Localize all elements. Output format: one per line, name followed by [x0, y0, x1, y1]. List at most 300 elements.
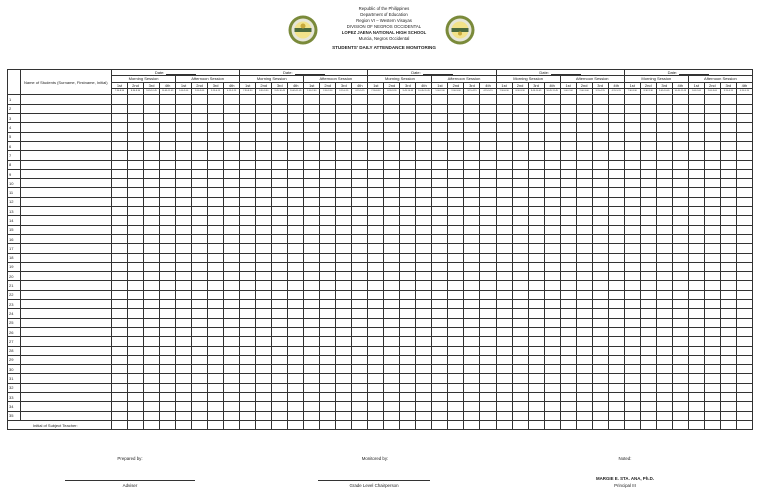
- attendance-cell[interactable]: [624, 141, 640, 150]
- attendance-cell[interactable]: [544, 402, 560, 411]
- attendance-cell[interactable]: [400, 346, 416, 355]
- attendance-cell[interactable]: [336, 141, 352, 150]
- attendance-cell[interactable]: [128, 402, 144, 411]
- attendance-cell[interactable]: [112, 392, 128, 401]
- attendance-cell[interactable]: [640, 132, 656, 141]
- attendance-cell[interactable]: [736, 365, 752, 374]
- attendance-cell[interactable]: [720, 207, 736, 216]
- attendance-cell[interactable]: [656, 346, 672, 355]
- attendance-cell[interactable]: [384, 402, 400, 411]
- student-name-cell[interactable]: [20, 374, 112, 383]
- attendance-cell[interactable]: [688, 281, 704, 290]
- attendance-cell[interactable]: [176, 281, 192, 290]
- attendance-cell[interactable]: [560, 207, 576, 216]
- attendance-cell[interactable]: [656, 188, 672, 197]
- attendance-cell[interactable]: [240, 318, 256, 327]
- attendance-cell[interactable]: [288, 374, 304, 383]
- attendance-cell[interactable]: [304, 309, 320, 318]
- attendance-cell[interactable]: [640, 160, 656, 169]
- attendance-cell[interactable]: [288, 114, 304, 123]
- attendance-cell[interactable]: [256, 411, 272, 420]
- attendance-cell[interactable]: [416, 160, 432, 169]
- attendance-cell[interactable]: [704, 262, 720, 271]
- attendance-cell[interactable]: [608, 123, 624, 132]
- attendance-cell[interactable]: [464, 262, 480, 271]
- attendance-cell[interactable]: [496, 281, 512, 290]
- attendance-cell[interactable]: [688, 272, 704, 281]
- attendance-cell[interactable]: [400, 132, 416, 141]
- attendance-cell[interactable]: [208, 411, 224, 420]
- attendance-cell[interactable]: [144, 179, 160, 188]
- attendance-cell[interactable]: [704, 169, 720, 178]
- attendance-cell[interactable]: [256, 337, 272, 346]
- attendance-cell[interactable]: [352, 151, 368, 160]
- attendance-cell[interactable]: [384, 309, 400, 318]
- attendance-cell[interactable]: [656, 411, 672, 420]
- attendance-cell[interactable]: [448, 272, 464, 281]
- attendance-cell[interactable]: [256, 234, 272, 243]
- attendance-cell[interactable]: [128, 244, 144, 253]
- attendance-cell[interactable]: [720, 346, 736, 355]
- attendance-cell[interactable]: [336, 234, 352, 243]
- attendance-cell[interactable]: [512, 169, 528, 178]
- attendance-cell[interactable]: [592, 95, 608, 104]
- attendance-cell[interactable]: [464, 392, 480, 401]
- attendance-cell[interactable]: [576, 327, 592, 336]
- attendance-cell[interactable]: [208, 300, 224, 309]
- attendance-cell[interactable]: [224, 272, 240, 281]
- attendance-cell[interactable]: [672, 392, 688, 401]
- attendance-cell[interactable]: [368, 365, 384, 374]
- attendance-cell[interactable]: [240, 290, 256, 299]
- attendance-cell[interactable]: [560, 392, 576, 401]
- attendance-cell[interactable]: [720, 225, 736, 234]
- attendance-cell[interactable]: [720, 374, 736, 383]
- attendance-cell[interactable]: [320, 188, 336, 197]
- attendance-cell[interactable]: [560, 346, 576, 355]
- attendance-cell[interactable]: [576, 123, 592, 132]
- attendance-cell[interactable]: [352, 123, 368, 132]
- attendance-cell[interactable]: [384, 290, 400, 299]
- attendance-cell[interactable]: [528, 141, 544, 150]
- attendance-cell[interactable]: [528, 151, 544, 160]
- attendance-cell[interactable]: [176, 327, 192, 336]
- attendance-cell[interactable]: [432, 123, 448, 132]
- teacher-initial-cell[interactable]: [560, 420, 576, 430]
- attendance-cell[interactable]: [528, 95, 544, 104]
- attendance-cell[interactable]: [544, 207, 560, 216]
- attendance-cell[interactable]: [240, 141, 256, 150]
- attendance-cell[interactable]: [528, 262, 544, 271]
- attendance-cell[interactable]: [512, 290, 528, 299]
- attendance-cell[interactable]: [720, 318, 736, 327]
- attendance-cell[interactable]: [160, 327, 176, 336]
- teacher-initial-cell[interactable]: [640, 420, 656, 430]
- attendance-cell[interactable]: [608, 216, 624, 225]
- attendance-cell[interactable]: [272, 244, 288, 253]
- attendance-cell[interactable]: [368, 104, 384, 113]
- attendance-cell[interactable]: [384, 300, 400, 309]
- attendance-cell[interactable]: [544, 365, 560, 374]
- attendance-cell[interactable]: [208, 141, 224, 150]
- attendance-cell[interactable]: [704, 253, 720, 262]
- attendance-cell[interactable]: [624, 188, 640, 197]
- attendance-cell[interactable]: [224, 160, 240, 169]
- attendance-cell[interactable]: [624, 300, 640, 309]
- attendance-cell[interactable]: [208, 272, 224, 281]
- attendance-cell[interactable]: [720, 179, 736, 188]
- attendance-cell[interactable]: [304, 151, 320, 160]
- attendance-cell[interactable]: [112, 104, 128, 113]
- attendance-cell[interactable]: [400, 327, 416, 336]
- attendance-cell[interactable]: [304, 104, 320, 113]
- attendance-cell[interactable]: [368, 179, 384, 188]
- attendance-cell[interactable]: [496, 383, 512, 392]
- attendance-cell[interactable]: [400, 225, 416, 234]
- attendance-cell[interactable]: [272, 179, 288, 188]
- attendance-cell[interactable]: [704, 290, 720, 299]
- attendance-cell[interactable]: [400, 411, 416, 420]
- attendance-cell[interactable]: [352, 244, 368, 253]
- attendance-cell[interactable]: [144, 104, 160, 113]
- attendance-cell[interactable]: [624, 197, 640, 206]
- attendance-cell[interactable]: [704, 244, 720, 253]
- attendance-cell[interactable]: [416, 123, 432, 132]
- attendance-cell[interactable]: [448, 179, 464, 188]
- attendance-cell[interactable]: [496, 411, 512, 420]
- attendance-cell[interactable]: [304, 337, 320, 346]
- attendance-cell[interactable]: [448, 392, 464, 401]
- attendance-cell[interactable]: [512, 374, 528, 383]
- attendance-cell[interactable]: [256, 244, 272, 253]
- attendance-cell[interactable]: [448, 383, 464, 392]
- attendance-cell[interactable]: [160, 207, 176, 216]
- attendance-cell[interactable]: [432, 346, 448, 355]
- attendance-cell[interactable]: [304, 225, 320, 234]
- attendance-cell[interactable]: [704, 327, 720, 336]
- attendance-cell[interactable]: [304, 272, 320, 281]
- attendance-cell[interactable]: [368, 392, 384, 401]
- attendance-cell[interactable]: [592, 244, 608, 253]
- attendance-cell[interactable]: [336, 374, 352, 383]
- attendance-cell[interactable]: [240, 402, 256, 411]
- attendance-cell[interactable]: [320, 346, 336, 355]
- attendance-cell[interactable]: [368, 141, 384, 150]
- attendance-cell[interactable]: [528, 374, 544, 383]
- attendance-cell[interactable]: [160, 179, 176, 188]
- attendance-cell[interactable]: [496, 327, 512, 336]
- attendance-cell[interactable]: [624, 365, 640, 374]
- attendance-cell[interactable]: [544, 169, 560, 178]
- attendance-cell[interactable]: [112, 337, 128, 346]
- attendance-cell[interactable]: [480, 318, 496, 327]
- attendance-cell[interactable]: [144, 225, 160, 234]
- attendance-cell[interactable]: [448, 290, 464, 299]
- attendance-cell[interactable]: [592, 114, 608, 123]
- attendance-cell[interactable]: [256, 207, 272, 216]
- attendance-cell[interactable]: [608, 104, 624, 113]
- attendance-cell[interactable]: [352, 169, 368, 178]
- attendance-cell[interactable]: [144, 309, 160, 318]
- attendance-cell[interactable]: [688, 318, 704, 327]
- attendance-cell[interactable]: [192, 151, 208, 160]
- attendance-cell[interactable]: [592, 374, 608, 383]
- attendance-cell[interactable]: [576, 290, 592, 299]
- attendance-cell[interactable]: [272, 300, 288, 309]
- attendance-cell[interactable]: [400, 272, 416, 281]
- attendance-cell[interactable]: [416, 95, 432, 104]
- attendance-cell[interactable]: [128, 327, 144, 336]
- teacher-initial-cell[interactable]: [656, 420, 672, 430]
- attendance-cell[interactable]: [144, 281, 160, 290]
- attendance-cell[interactable]: [192, 253, 208, 262]
- attendance-cell[interactable]: [576, 392, 592, 401]
- attendance-cell[interactable]: [352, 355, 368, 364]
- attendance-cell[interactable]: [448, 309, 464, 318]
- attendance-cell[interactable]: [304, 355, 320, 364]
- attendance-cell[interactable]: [672, 290, 688, 299]
- attendance-cell[interactable]: [544, 374, 560, 383]
- teacher-initial-cell[interactable]: [400, 420, 416, 430]
- attendance-cell[interactable]: [176, 234, 192, 243]
- teacher-initial-cell[interactable]: [256, 420, 272, 430]
- attendance-cell[interactable]: [272, 216, 288, 225]
- attendance-cell[interactable]: [736, 383, 752, 392]
- attendance-cell[interactable]: [656, 290, 672, 299]
- attendance-cell[interactable]: [384, 411, 400, 420]
- attendance-cell[interactable]: [544, 160, 560, 169]
- attendance-cell[interactable]: [608, 346, 624, 355]
- attendance-cell[interactable]: [192, 272, 208, 281]
- attendance-cell[interactable]: [528, 411, 544, 420]
- attendance-cell[interactable]: [208, 151, 224, 160]
- attendance-cell[interactable]: [352, 262, 368, 271]
- attendance-cell[interactable]: [320, 374, 336, 383]
- attendance-cell[interactable]: [128, 197, 144, 206]
- attendance-cell[interactable]: [688, 290, 704, 299]
- attendance-cell[interactable]: [112, 327, 128, 336]
- attendance-cell[interactable]: [592, 327, 608, 336]
- attendance-cell[interactable]: [432, 197, 448, 206]
- attendance-cell[interactable]: [160, 234, 176, 243]
- attendance-cell[interactable]: [544, 114, 560, 123]
- attendance-cell[interactable]: [224, 132, 240, 141]
- attendance-cell[interactable]: [512, 300, 528, 309]
- attendance-cell[interactable]: [544, 411, 560, 420]
- attendance-cell[interactable]: [288, 104, 304, 113]
- attendance-cell[interactable]: [304, 141, 320, 150]
- attendance-cell[interactable]: [576, 309, 592, 318]
- attendance-cell[interactable]: [448, 141, 464, 150]
- attendance-cell[interactable]: [640, 327, 656, 336]
- attendance-cell[interactable]: [320, 216, 336, 225]
- attendance-cell[interactable]: [672, 262, 688, 271]
- attendance-cell[interactable]: [160, 262, 176, 271]
- attendance-cell[interactable]: [320, 262, 336, 271]
- attendance-cell[interactable]: [688, 253, 704, 262]
- attendance-cell[interactable]: [704, 346, 720, 355]
- attendance-cell[interactable]: [384, 253, 400, 262]
- attendance-cell[interactable]: [416, 272, 432, 281]
- attendance-cell[interactable]: [736, 132, 752, 141]
- attendance-cell[interactable]: [176, 365, 192, 374]
- attendance-cell[interactable]: [560, 179, 576, 188]
- attendance-cell[interactable]: [304, 188, 320, 197]
- attendance-cell[interactable]: [320, 244, 336, 253]
- attendance-cell[interactable]: [560, 123, 576, 132]
- attendance-cell[interactable]: [528, 365, 544, 374]
- attendance-cell[interactable]: [208, 309, 224, 318]
- attendance-cell[interactable]: [400, 337, 416, 346]
- attendance-cell[interactable]: [128, 234, 144, 243]
- attendance-cell[interactable]: [608, 95, 624, 104]
- attendance-cell[interactable]: [656, 272, 672, 281]
- attendance-cell[interactable]: [176, 272, 192, 281]
- attendance-cell[interactable]: [192, 411, 208, 420]
- attendance-cell[interactable]: [368, 300, 384, 309]
- attendance-cell[interactable]: [576, 197, 592, 206]
- attendance-cell[interactable]: [112, 197, 128, 206]
- attendance-cell[interactable]: [464, 272, 480, 281]
- attendance-cell[interactable]: [128, 337, 144, 346]
- attendance-cell[interactable]: [560, 327, 576, 336]
- attendance-cell[interactable]: [176, 216, 192, 225]
- attendance-cell[interactable]: [528, 169, 544, 178]
- attendance-cell[interactable]: [192, 141, 208, 150]
- attendance-cell[interactable]: [224, 253, 240, 262]
- attendance-cell[interactable]: [704, 207, 720, 216]
- attendance-cell[interactable]: [544, 225, 560, 234]
- attendance-cell[interactable]: [112, 365, 128, 374]
- attendance-cell[interactable]: [272, 365, 288, 374]
- attendance-cell[interactable]: [480, 216, 496, 225]
- attendance-cell[interactable]: [352, 132, 368, 141]
- student-name-cell[interactable]: [20, 216, 112, 225]
- attendance-cell[interactable]: [592, 281, 608, 290]
- attendance-cell[interactable]: [400, 114, 416, 123]
- attendance-cell[interactable]: [560, 383, 576, 392]
- attendance-cell[interactable]: [384, 216, 400, 225]
- attendance-cell[interactable]: [528, 160, 544, 169]
- attendance-cell[interactable]: [432, 234, 448, 243]
- attendance-cell[interactable]: [192, 392, 208, 401]
- attendance-cell[interactable]: [512, 151, 528, 160]
- attendance-cell[interactable]: [448, 132, 464, 141]
- attendance-cell[interactable]: [624, 337, 640, 346]
- attendance-cell[interactable]: [368, 244, 384, 253]
- attendance-cell[interactable]: [256, 346, 272, 355]
- teacher-initial-cell[interactable]: [720, 420, 736, 430]
- attendance-cell[interactable]: [592, 160, 608, 169]
- attendance-cell[interactable]: [704, 95, 720, 104]
- attendance-cell[interactable]: [608, 234, 624, 243]
- attendance-cell[interactable]: [464, 132, 480, 141]
- attendance-cell[interactable]: [704, 114, 720, 123]
- attendance-cell[interactable]: [544, 383, 560, 392]
- attendance-cell[interactable]: [128, 281, 144, 290]
- attendance-cell[interactable]: [736, 244, 752, 253]
- attendance-cell[interactable]: [256, 374, 272, 383]
- attendance-cell[interactable]: [496, 402, 512, 411]
- attendance-cell[interactable]: [160, 114, 176, 123]
- attendance-cell[interactable]: [240, 383, 256, 392]
- attendance-cell[interactable]: [128, 132, 144, 141]
- attendance-cell[interactable]: [496, 169, 512, 178]
- attendance-cell[interactable]: [128, 300, 144, 309]
- attendance-cell[interactable]: [432, 253, 448, 262]
- attendance-cell[interactable]: [304, 114, 320, 123]
- attendance-cell[interactable]: [304, 179, 320, 188]
- attendance-cell[interactable]: [208, 188, 224, 197]
- attendance-cell[interactable]: [256, 160, 272, 169]
- attendance-cell[interactable]: [592, 234, 608, 243]
- attendance-cell[interactable]: [576, 262, 592, 271]
- attendance-cell[interactable]: [608, 114, 624, 123]
- teacher-initial-cell[interactable]: [352, 420, 368, 430]
- attendance-cell[interactable]: [544, 281, 560, 290]
- attendance-cell[interactable]: [736, 290, 752, 299]
- attendance-cell[interactable]: [224, 123, 240, 132]
- attendance-cell[interactable]: [352, 114, 368, 123]
- attendance-cell[interactable]: [624, 253, 640, 262]
- attendance-cell[interactable]: [192, 318, 208, 327]
- attendance-cell[interactable]: [512, 309, 528, 318]
- attendance-cell[interactable]: [512, 207, 528, 216]
- attendance-cell[interactable]: [496, 392, 512, 401]
- attendance-cell[interactable]: [672, 402, 688, 411]
- teacher-initial-cell[interactable]: [480, 420, 496, 430]
- attendance-cell[interactable]: [160, 197, 176, 206]
- attendance-cell[interactable]: [560, 337, 576, 346]
- attendance-cell[interactable]: [512, 160, 528, 169]
- attendance-cell[interactable]: [240, 262, 256, 271]
- attendance-cell[interactable]: [448, 123, 464, 132]
- attendance-cell[interactable]: [128, 355, 144, 364]
- attendance-cell[interactable]: [384, 225, 400, 234]
- attendance-cell[interactable]: [336, 300, 352, 309]
- attendance-cell[interactable]: [192, 374, 208, 383]
- attendance-cell[interactable]: [464, 411, 480, 420]
- attendance-cell[interactable]: [416, 309, 432, 318]
- attendance-cell[interactable]: [624, 179, 640, 188]
- student-name-cell[interactable]: [20, 402, 112, 411]
- attendance-cell[interactable]: [720, 95, 736, 104]
- attendance-cell[interactable]: [384, 374, 400, 383]
- attendance-cell[interactable]: [384, 365, 400, 374]
- attendance-cell[interactable]: [224, 225, 240, 234]
- attendance-cell[interactable]: [112, 244, 128, 253]
- attendance-cell[interactable]: [240, 327, 256, 336]
- attendance-cell[interactable]: [384, 132, 400, 141]
- attendance-cell[interactable]: [144, 197, 160, 206]
- attendance-cell[interactable]: [720, 132, 736, 141]
- attendance-cell[interactable]: [576, 151, 592, 160]
- attendance-cell[interactable]: [528, 207, 544, 216]
- attendance-cell[interactable]: [224, 104, 240, 113]
- attendance-cell[interactable]: [240, 169, 256, 178]
- attendance-cell[interactable]: [576, 179, 592, 188]
- attendance-cell[interactable]: [432, 272, 448, 281]
- attendance-cell[interactable]: [112, 355, 128, 364]
- attendance-cell[interactable]: [208, 95, 224, 104]
- attendance-cell[interactable]: [560, 216, 576, 225]
- attendance-cell[interactable]: [112, 141, 128, 150]
- attendance-cell[interactable]: [640, 300, 656, 309]
- attendance-cell[interactable]: [544, 132, 560, 141]
- attendance-cell[interactable]: [256, 104, 272, 113]
- attendance-cell[interactable]: [544, 179, 560, 188]
- attendance-cell[interactable]: [320, 197, 336, 206]
